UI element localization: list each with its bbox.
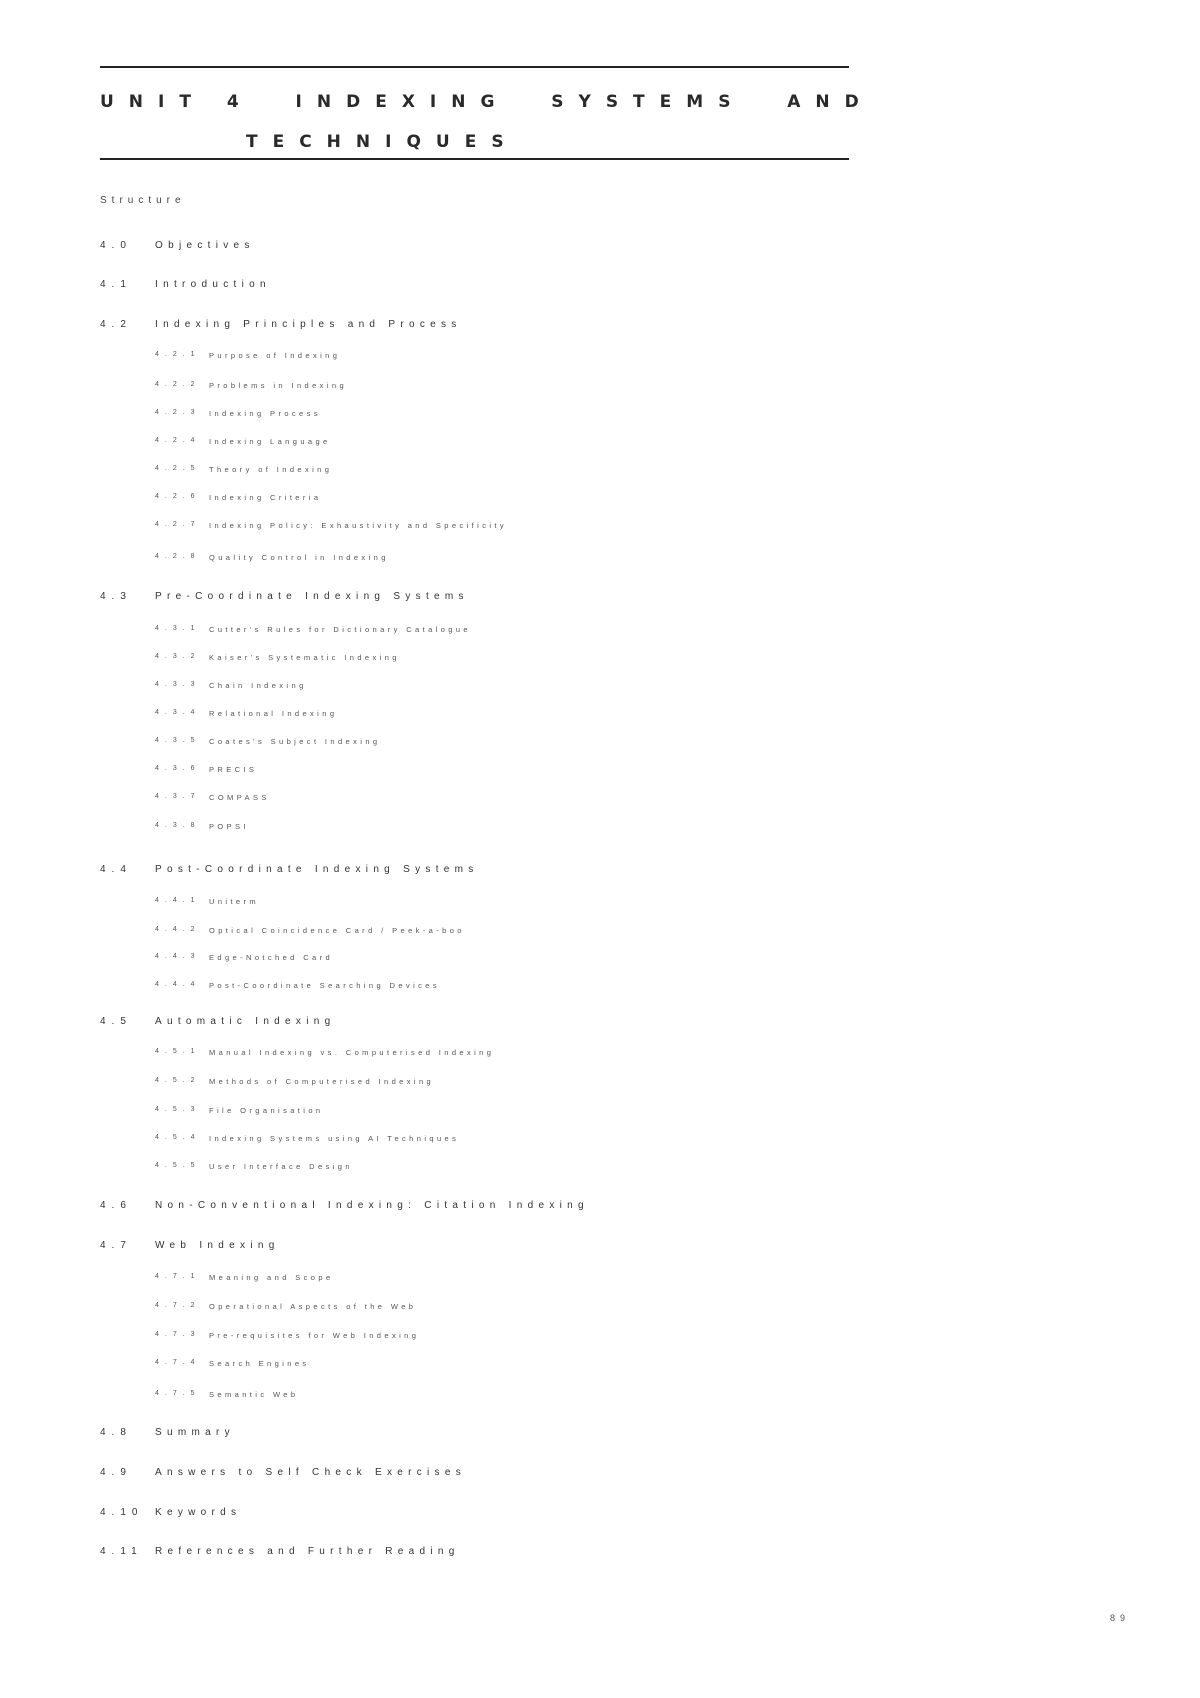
toc-title: Chain Indexing [209,681,307,690]
toc-number: 4.3.3 [155,681,201,688]
toc-title: Meaning and Scope [209,1273,334,1282]
toc-number: 4.4.2 [155,926,201,933]
toc-number: 4.4.3 [155,953,201,960]
toc-title: Pre-Coordinate Indexing Systems [155,591,469,602]
toc-number: 4.9 [100,1467,132,1478]
toc-title: Problems in Indexing [209,381,348,390]
toc-number: 4.3 [100,591,132,602]
toc-title: Indexing Process [209,409,321,418]
toc-number: 4.10 [100,1507,144,1518]
toc-title: Quality Control in Indexing [209,553,389,562]
toc-title: Theory of Indexing [209,465,333,474]
toc-number: 4.5.5 [155,1162,201,1169]
toc-title: Post-Coordinate Indexing Systems [155,864,479,875]
toc-number: 4.3.4 [155,709,201,716]
structure-heading: Structure [100,195,186,206]
toc-title: Indexing Principles and Process [155,319,462,330]
toc-title: POPSI [209,822,249,831]
toc-title: Relational Indexing [209,709,338,718]
toc-number: 4.5.2 [155,1077,201,1084]
toc-title: Optical Coincidence Card / Peek-a-boo [209,926,465,935]
toc-title: Automatic Indexing [155,1016,336,1027]
toc-number: 4.2.7 [155,521,201,528]
toc-number: 4.7.3 [155,1331,201,1338]
toc-title: PRECIS [209,765,258,774]
toc-number: 4.2.5 [155,465,201,472]
toc-number: 4.7.4 [155,1359,201,1366]
toc-title: Summary [155,1427,235,1438]
toc-title: User Interface Design [209,1162,353,1171]
toc-number: 4.4 [100,864,132,875]
toc-number: 4.5.3 [155,1106,201,1113]
toc-title: Search Engines [209,1359,310,1368]
toc-number: 4.7 [100,1240,132,1251]
toc-number: 4.3.2 [155,653,201,660]
toc-number: 4.7.5 [155,1390,201,1397]
toc-title: Indexing Policy: Exhaustivity and Specificity [209,521,508,530]
toc-number: 4.3.7 [155,793,201,800]
unit-title-line-1: UNIT 4 INDEXING SYSTEMS AND [100,92,874,112]
toc-number: 4.5.4 [155,1134,201,1141]
toc-number: 4.2.1 [155,351,201,358]
toc-number: 4.3.5 [155,737,201,744]
toc-title: Uniterm [209,897,260,906]
unit-title-line-2: TECHNIQUES [246,132,519,152]
toc-number: 4.2 [100,319,132,330]
toc-title: Introduction [155,279,271,290]
toc-number: 4.3.6 [155,765,201,772]
toc-number: 4.3.8 [155,822,201,829]
toc-number: 4.7.1 [155,1273,201,1280]
toc-title: Cutter's Rules for Dictionary Catalogue [209,625,472,634]
toc-number: 4.2.2 [155,381,201,388]
toc-number: 4.2.3 [155,409,201,416]
page-number: 89 [1110,1613,1131,1623]
toc-number: 4.8 [100,1427,132,1438]
toc-number: 4.2.6 [155,493,201,500]
toc-number: 4.11 [100,1546,143,1557]
toc-number: 4.2.8 [155,553,201,560]
toc-title: Operational Aspects of the Web [209,1302,417,1311]
toc-title: Edge-Notched Card [209,953,334,962]
toc-title: Objectives [155,240,255,251]
toc-title: Non-Conventional Indexing: Citation Indexing [155,1200,589,1211]
toc-title: Indexing Language [209,437,331,446]
toc-title: COMPASS [209,793,270,802]
toc-title: Methods of Computerised Indexing [209,1077,435,1086]
toc-number: 4.5.1 [155,1048,201,1055]
toc-title: Semantic Web [209,1390,299,1399]
toc-title: Purpose of Indexing [209,351,341,360]
toc-number: 4.0 [100,240,132,251]
toc-number: 4.2.4 [155,437,201,444]
toc-number: 4.4.4 [155,981,201,988]
toc-title: Indexing Criteria [209,493,322,502]
toc-title: References and Further Reading [155,1546,460,1557]
toc-title: Manual Indexing vs. Computerised Indexing [209,1048,495,1057]
toc-number: 4.1 [100,279,132,290]
toc-title: Answers to Self Check Exercises [155,1467,467,1478]
toc-title: Kaiser's Systematic Indexing [209,653,400,662]
toc-title: Post-Coordinate Searching Devices [209,981,441,990]
toc-title: Indexing Systems using AI Techniques [209,1134,460,1143]
toc-title: Pre-requisites for Web Indexing [209,1331,420,1340]
toc-number: 4.4.1 [155,897,201,904]
toc-number: 4.7.2 [155,1302,201,1309]
toc-number: 4.6 [100,1200,132,1211]
toc-title: File Organisation [209,1106,324,1115]
toc-title: Web Indexing [155,1240,280,1251]
toc-title: Coates's Subject Indexing [209,737,381,746]
toc-number: 4.5 [100,1016,132,1027]
toc-number: 4.3.1 [155,625,201,632]
toc-title: Keywords [155,1507,242,1518]
